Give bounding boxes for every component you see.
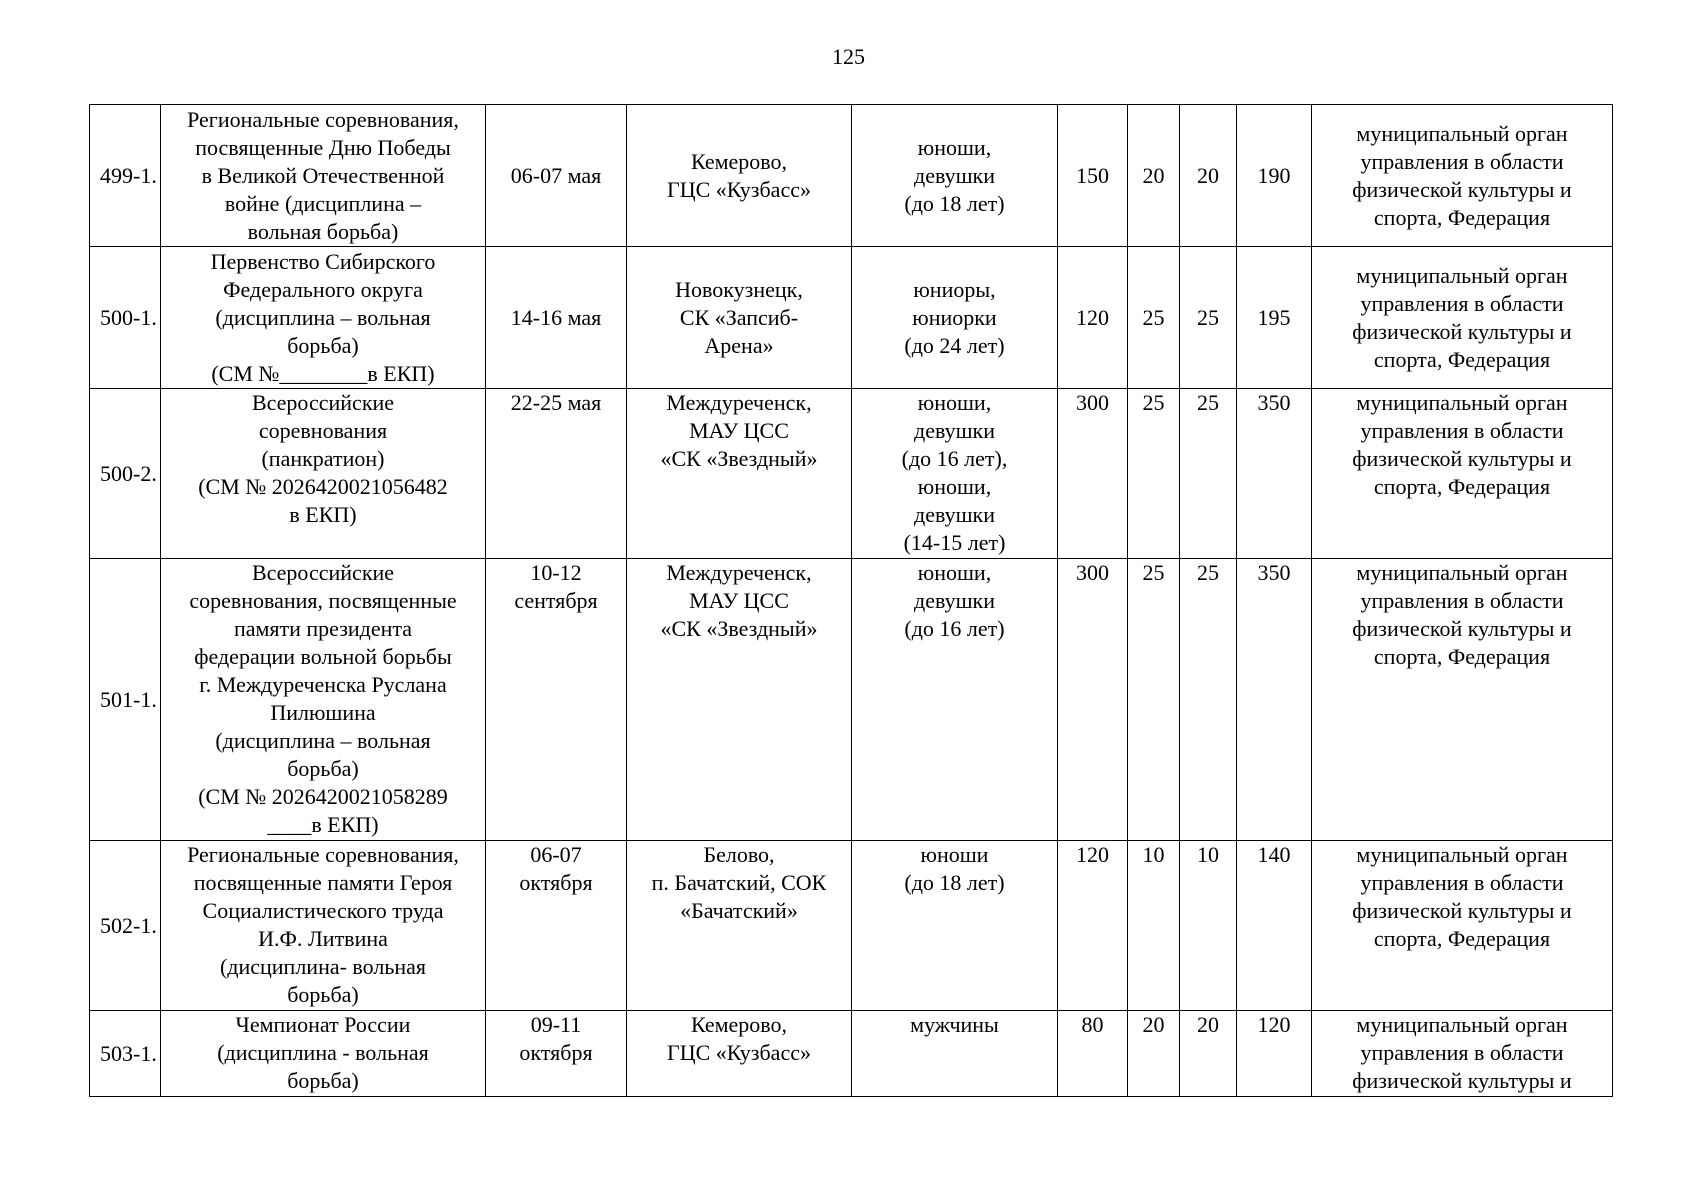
events-table (89, 104, 1613, 1097)
event-participants: юноши, девушки (до 16 лет) (852, 559, 1058, 841)
event-participants: юниоры, юниорки (до 24 лет) (852, 247, 1058, 389)
table-row (90, 559, 1613, 841)
count-2: 25 (1128, 559, 1180, 841)
event-participants: мужчины (852, 1011, 1058, 1097)
count-2: 25 (1128, 389, 1180, 559)
count-1: 300 (1058, 389, 1128, 559)
event-place: Новокузнецк, СК «Запсиб- Арена» (627, 247, 852, 389)
table-row (90, 247, 1613, 389)
event-dates: 06-07 мая (486, 105, 627, 247)
row-number: 500-1. (90, 247, 161, 389)
event-name: Чемпионат России (дисциплина - вольная борьба) (161, 1011, 486, 1097)
count-2: 20 (1128, 1011, 1180, 1097)
event-dates: 10-12 сентября (486, 559, 627, 841)
count-total: 350 (1237, 559, 1312, 841)
row-number: 500-2. (90, 389, 161, 559)
count-total: 140 (1237, 841, 1312, 1011)
event-dates: 14-16 мая (486, 247, 627, 389)
row-number: 503-1. (90, 1011, 161, 1097)
event-participants: юноши, девушки (до 16 лет), юноши, девушки (14-15 лет) (852, 389, 1058, 559)
count-total: 350 (1237, 389, 1312, 559)
table-row (90, 389, 1613, 559)
page-number: 125 (832, 44, 865, 69)
row-number: 501-1. (90, 559, 161, 841)
count-1: 150 (1058, 105, 1128, 247)
row-number: 502-1. (90, 841, 161, 1011)
count-1: 120 (1058, 841, 1128, 1011)
event-organizer: муниципальный орган управления в области физической культуры и спорта, Федерация (1312, 841, 1613, 1011)
event-name: Первенство Сибирского Федерального округа (дисциплина – вольная борьба) (СМ №________в ЕКП) (161, 247, 486, 389)
event-organizer: муниципальный орган управления в области физической культуры и (1312, 1011, 1613, 1097)
event-place: Междуреченск, МАУ ЦСС «СК «Звездный» (627, 389, 852, 559)
event-participants: юноши (до 18 лет) (852, 841, 1058, 1011)
count-3: 25 (1180, 247, 1237, 389)
event-participants: юноши, девушки (до 18 лет) (852, 105, 1058, 247)
event-organizer: муниципальный орган управления в области физической культуры и спорта, Федерация (1312, 247, 1613, 389)
count-1: 300 (1058, 559, 1128, 841)
count-1: 120 (1058, 247, 1128, 389)
event-name: Всероссийские соревнования (панкратион) (СМ № 2026420021056482 в ЕКП) (161, 389, 486, 559)
count-2: 25 (1128, 247, 1180, 389)
event-name: Региональные соревнования, посвященные памяти Героя Социалистического труда И.Ф. Литвина (дисциплина- вольная борьба) (161, 841, 486, 1011)
count-3: 25 (1180, 559, 1237, 841)
event-name: Региональные соревнования, посвященные Дню Победы в Великой Отечественной войне (дисциплина – вольная борьба) (161, 105, 486, 247)
count-3: 25 (1180, 389, 1237, 559)
count-total: 190 (1237, 105, 1312, 247)
table-row (90, 1011, 1613, 1097)
count-1: 80 (1058, 1011, 1128, 1097)
event-place: Кемерово, ГЦС «Кузбасс» (627, 105, 852, 247)
count-total: 120 (1237, 1011, 1312, 1097)
count-2: 10 (1128, 841, 1180, 1011)
event-dates: 09-11 октября (486, 1011, 627, 1097)
row-number: 499-1. (90, 105, 161, 247)
count-3: 20 (1180, 105, 1237, 247)
event-dates: 22-25 мая (486, 389, 627, 559)
event-dates: 06-07 октября (486, 841, 627, 1011)
count-3: 10 (1180, 841, 1237, 1011)
event-place: Кемерово, ГЦС «Кузбасс» (627, 1011, 852, 1097)
table-row (90, 105, 1613, 247)
event-organizer: муниципальный орган управления в области физической культуры и спорта, Федерация (1312, 105, 1613, 247)
count-3: 20 (1180, 1011, 1237, 1097)
event-place: Белово, п. Бачатский, СОК «Бачатский» (627, 841, 852, 1011)
event-organizer: муниципальный орган управления в области физической культуры и спорта, Федерация (1312, 559, 1613, 841)
table-row (90, 841, 1613, 1011)
count-total: 195 (1237, 247, 1312, 389)
count-2: 20 (1128, 105, 1180, 247)
event-place: Междуреченск, МАУ ЦСС «СК «Звездный» (627, 559, 852, 841)
event-name: Всероссийские соревнования, посвященные памяти президента федерации вольной борьбы г. Междуреченска Руслана Пилюшина (дисциплина – вольная борьба) (СМ № 2026420021058289 ____в ЕКП) (161, 559, 486, 841)
event-organizer: муниципальный орган управления в области физической культуры и спорта, Федерация (1312, 389, 1613, 559)
